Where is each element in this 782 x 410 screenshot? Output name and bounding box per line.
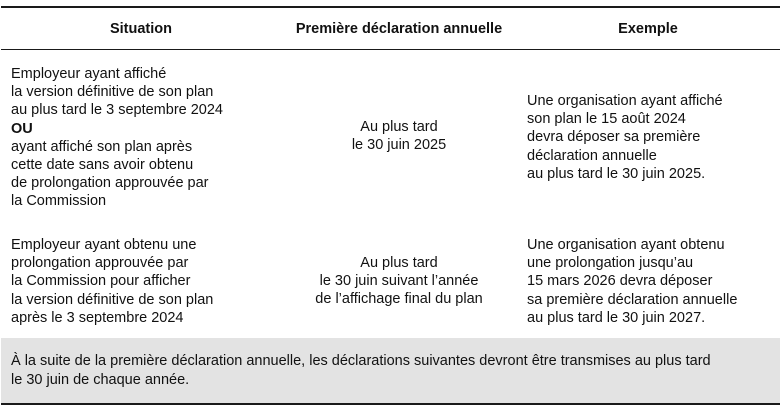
row1-situation-cell [11, 65, 279, 211]
row2-declaration-line: de l’affichage final du plan [315, 291, 483, 308]
row1-situation-line: de prolongation approuvée par [11, 175, 209, 192]
row1-example-cell [527, 92, 779, 183]
row1-declaration-cell [281, 118, 517, 154]
row1-example-line: déclaration annuelle [527, 147, 657, 164]
header-rule [1, 49, 780, 50]
row2-situation-cell [11, 236, 279, 327]
row1-situation-line: Employeur ayant affiché [11, 66, 167, 82]
row1-situation-line: la version définitive de son plan [11, 84, 214, 101]
footnote-line: le 30 juin de chaque année. [11, 372, 190, 388]
deadlines-table [1, 0, 781, 410]
row2-declaration-line: Au plus tard [360, 255, 438, 271]
footnote-box [1, 338, 780, 403]
row1-example-line: Une organisation ayant affiché [527, 93, 723, 109]
row2-situation-line: Employeur ayant obtenu une [11, 237, 197, 253]
row2-declaration-line: le 30 juin suivant l’année [319, 273, 479, 290]
row2-example-line: au plus tard le 30 juin 2027. [527, 309, 706, 326]
row1-example-line: son plan le 15 août 2024 [527, 111, 686, 128]
row2-situation-line: après le 3 septembre 2024 [11, 309, 184, 326]
header-example: Exemple [618, 20, 678, 37]
header-first-declaration: Première déclaration annuelle [295, 20, 503, 37]
row1-situation-line: ayant affiché son plan après [11, 138, 193, 155]
row2-example-line: Une organisation ayant obtenu [527, 237, 725, 253]
table-bottom-rule [1, 403, 780, 405]
row2-situation-line: la version définitive de son plan [11, 291, 214, 308]
row2-declaration-cell [281, 254, 517, 309]
row1-example-line: devra déposer sa première [527, 129, 701, 146]
row1-declaration-line: Au plus tard [360, 119, 438, 135]
row2-situation-line: prolongation approuvée par [11, 255, 189, 272]
row2-example-line: sa première déclaration annuelle [527, 291, 738, 308]
footnote-text [11, 352, 773, 390]
row1-situation-line: cette date sans avoir obtenu [11, 157, 194, 174]
footnote-line: À la suite de la première déclaration annuelle, les déclarations suivantes devront être transmises au plus tard [11, 353, 711, 369]
row2-situation-line: la Commission pour afficher [11, 273, 191, 290]
row1-situation-line: au plus tard le 3 septembre 2024 [11, 102, 223, 119]
row2-example-cell [527, 236, 779, 327]
row2-example-line: une prolongation jusqu’au [527, 255, 694, 272]
row1-example-line: au plus tard le 30 juin 2025. [527, 165, 706, 182]
row1-declaration-line: le 30 juin 2025 [351, 137, 447, 154]
header-situation: Situation [109, 20, 173, 37]
row1-situation-line: la Commission [11, 193, 107, 210]
row1-situation-or: OU [11, 120, 33, 137]
row2-example-line: 15 mars 2026 devra déposer [527, 273, 713, 290]
